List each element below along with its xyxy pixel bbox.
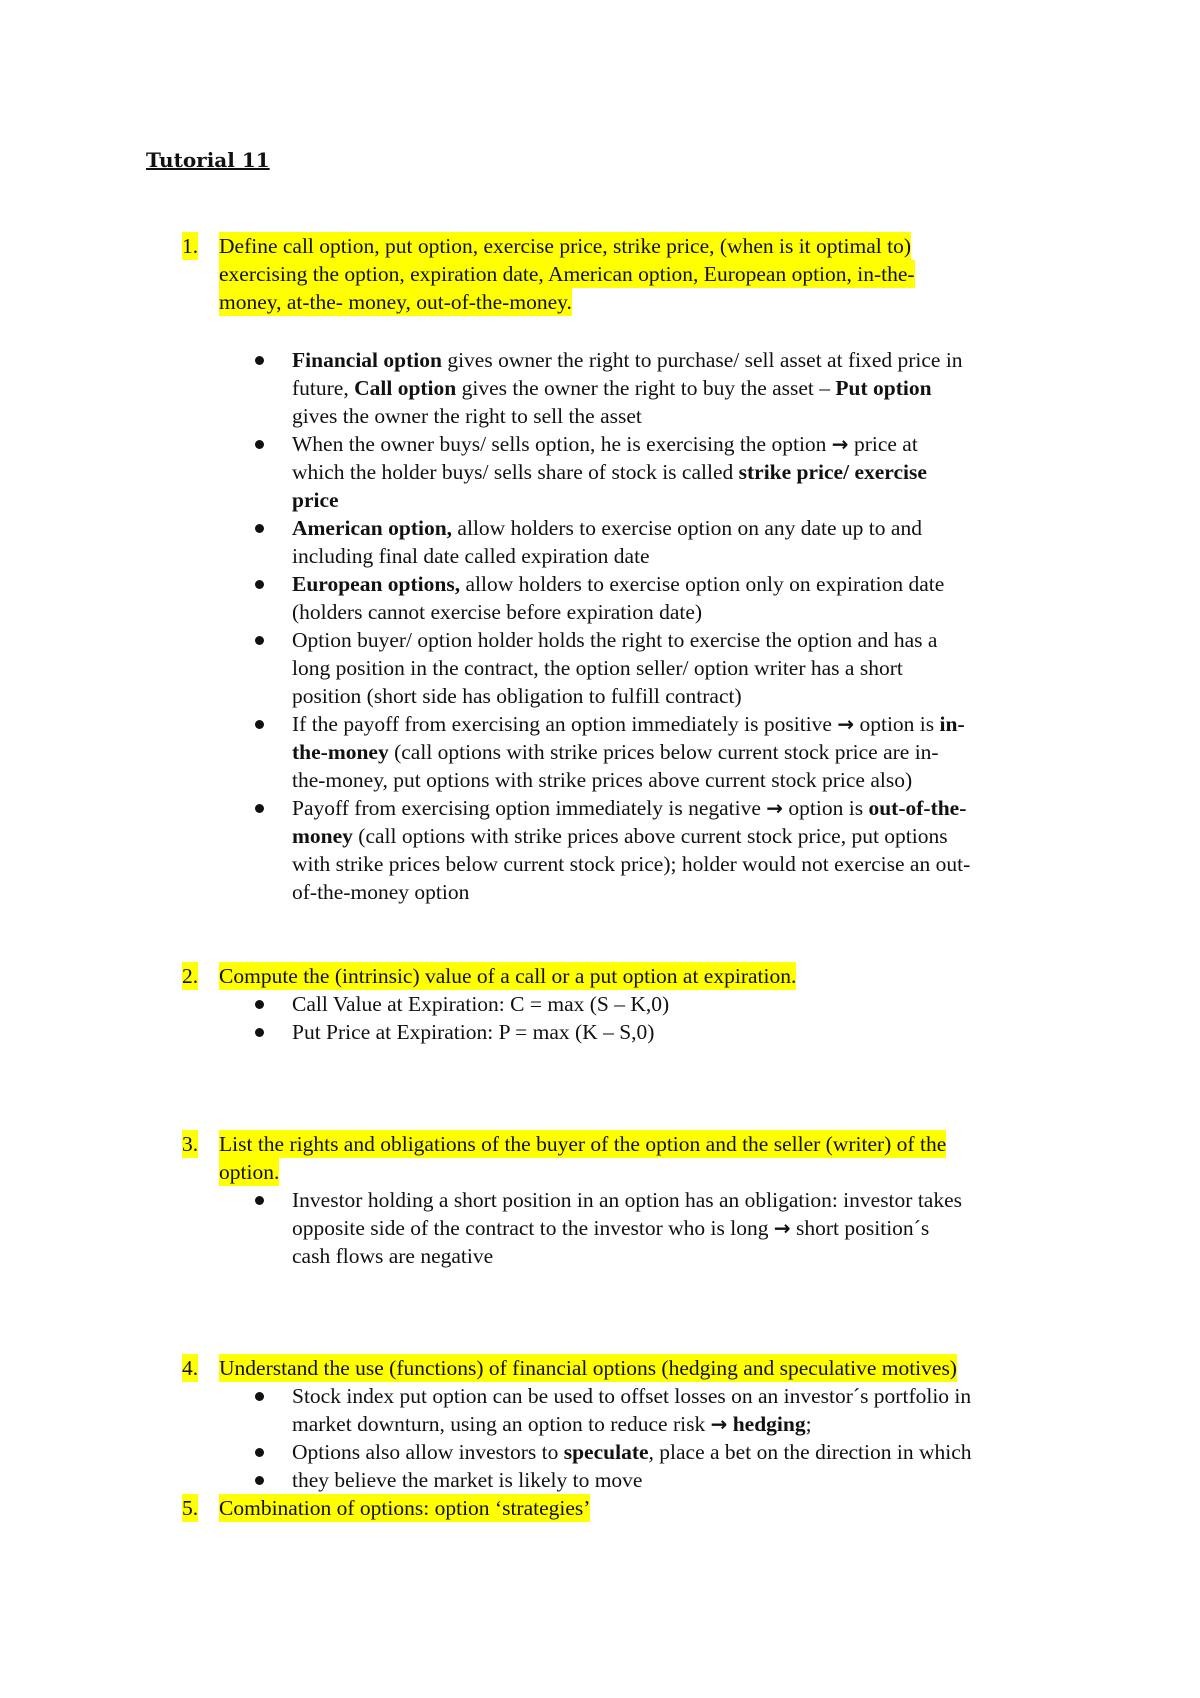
q1-bullet-5-line-1: Option buyer/ option holder holds the right to exercise the option and has a <box>292 628 938 652</box>
q1-bullet-4-line-2: (holders cannot exercise before expiration date) <box>292 600 703 624</box>
bullet-icon <box>255 1028 264 1037</box>
bullet-icon <box>255 1196 264 1205</box>
bullet-icon <box>255 580 264 589</box>
q1-bullet-7-line-1: Payoff from exercising option immediately is negative → option is out-of-the- <box>292 796 967 820</box>
document-title: Tutorial 11 <box>146 148 270 172</box>
q1-bullet-5-line-3: position (short side has obligation to fulfill contract) <box>292 684 742 708</box>
q1-bullet-6-line-3: the-money, put options with strike prices above current stock price also) <box>292 768 913 792</box>
q1-bullet-6-line-1: If the payoff from exercising an option immediately is positive → option is in- <box>292 712 965 736</box>
q4-bullet-1-line-1: Stock index put option can be used to offset losses on an investor´s portfolio in <box>292 1384 972 1408</box>
question-4-line-1: Understand the use (functions) of financial options (hedging and speculative motives) <box>219 1356 957 1380</box>
bullet-icon <box>255 636 264 645</box>
question-3-line-2: option. <box>219 1160 280 1184</box>
q1-bullet-2-line-2: which the holder buys/ sells share of stock is called strike price/ exercise <box>292 460 927 484</box>
question-1-number: 1. <box>182 234 199 258</box>
question-1-line-1: Define call option, put option, exercise price, strike price, (when is it optimal to) <box>219 234 911 258</box>
question-5-line-1: Combination of options: option ‘strategies’ <box>219 1496 591 1520</box>
q1-bullet-2-line-1: When the owner buys/ sells option, he is exercising the option → price at <box>292 432 918 456</box>
right-arrow-icon: → <box>766 796 784 820</box>
question-3-number: 3. <box>182 1132 199 1156</box>
q3-bullet-line-2: opposite side of the contract to the investor who is long → short position´s <box>292 1216 930 1240</box>
right-arrow-icon: → <box>773 1216 791 1240</box>
q4-bullet-3: they believe the market is likely to move <box>292 1468 643 1492</box>
q1-bullet-1-line-1: Financial option gives owner the right to purchase/ sell asset at fixed price in <box>292 348 963 372</box>
bullet-icon <box>255 1448 264 1457</box>
bullet-icon <box>255 1476 264 1485</box>
bullet-icon <box>255 1000 264 1009</box>
bullet-icon <box>255 524 264 533</box>
q1-bullet-1-line-2: future, Call option gives the owner the right to buy the asset – Put option <box>292 376 932 400</box>
q1-bullet-5-line-2: long position in the contract, the option seller/ option writer has a short <box>292 656 903 680</box>
q1-bullet-4-line-1: European options, allow holders to exercise option only on expiration date <box>292 572 945 596</box>
q4-bullet-2: Options also allow investors to speculate, place a bet on the direction in which <box>292 1440 972 1464</box>
q1-bullet-1-line-3: gives the owner the right to sell the asset <box>292 404 642 428</box>
question-2-number: 2. <box>182 964 199 988</box>
q1-bullet-3-line-2: including final date called expiration date <box>292 544 650 568</box>
q1-bullet-7-line-4: of-the-money option <box>292 880 470 904</box>
bullet-icon <box>255 440 264 449</box>
bullet-icon <box>255 1392 264 1401</box>
question-1-line-3: money, at-the- money, out-of-the-money. <box>219 290 572 314</box>
q4-bullet-1-line-2: market downturn, using an option to reduce risk → hedging; <box>292 1412 812 1436</box>
q1-bullet-7-line-3: with strike prices below current stock price); holder would not exercise an out- <box>292 852 971 876</box>
bullet-icon <box>255 720 264 729</box>
question-1-line-2: exercising the option, expiration date, American option, European option, in-the- <box>219 262 915 286</box>
q1-bullet-2-line-3: price <box>292 488 339 512</box>
q2-bullet-1: Call Value at Expiration: C = max (S – K,0) <box>292 992 670 1016</box>
q1-bullet-3-line-1: American option, allow holders to exercise option on any date up to and <box>292 516 922 540</box>
q1-bullet-6-line-2: the-money (call options with strike prices below current stock price are in- <box>292 740 939 764</box>
q2-bullet-2: Put Price at Expiration: P = max (K – S,0) <box>292 1020 655 1044</box>
question-3-line-1: List the rights and obligations of the buyer of the option and the seller (writer) of the <box>219 1132 947 1156</box>
question-2-line-1: Compute the (intrinsic) value of a call or a put option at expiration. <box>219 964 797 988</box>
question-4-number: 4. <box>182 1356 199 1380</box>
q3-bullet-line-1: Investor holding a short position in an option has an obligation: investor takes <box>292 1188 962 1212</box>
q3-bullet-line-3: cash flows are negative <box>292 1244 494 1268</box>
bullet-icon <box>255 356 264 365</box>
q1-bullet-7-line-2: money (call options with strike prices above current stock price, put options <box>292 824 948 848</box>
right-arrow-icon: → <box>837 712 855 736</box>
bullet-icon <box>255 804 264 813</box>
right-arrow-icon: → <box>710 1412 728 1436</box>
question-5-number: 5. <box>182 1496 199 1520</box>
right-arrow-icon: → <box>831 432 849 456</box>
